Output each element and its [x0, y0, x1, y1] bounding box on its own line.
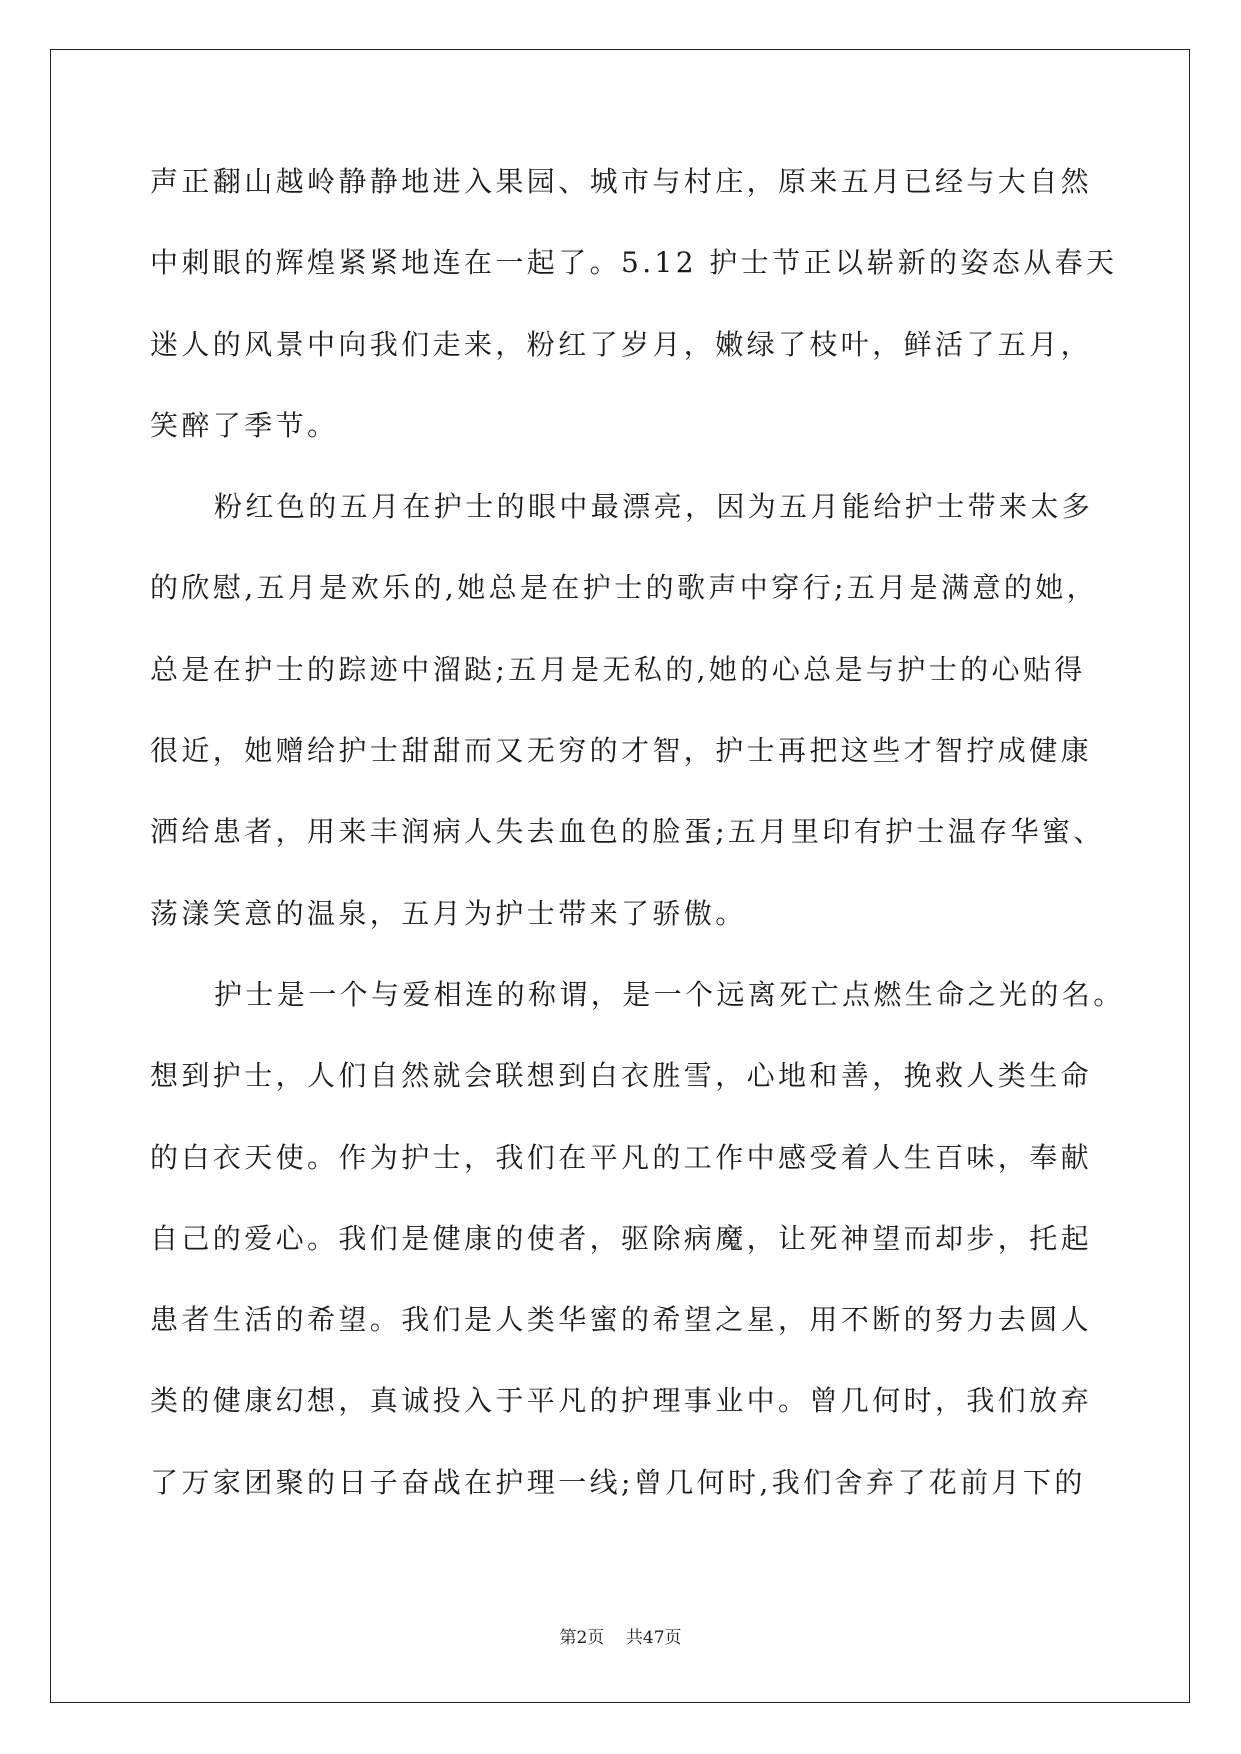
text-line: 的白衣天使。作为护士，我们在平凡的工作中感受着人生百味，奉献 — [150, 1140, 1093, 1174]
text-line: 的欣慰,五月是欢乐的,她总是在护士的歌声中穿行;五月是满意的她， — [150, 571, 1099, 605]
text-line: 类的健康幻想，真诚投入于平凡的护理事业中。曾几何时，我们放弃 — [150, 1384, 1093, 1418]
text-line: 很近，她赠给护士甜甜而又无穷的才智，护士再把这些才智拧成健康 — [150, 734, 1093, 768]
text-line: 自己的爱心。我们是健康的使者，驱除病魔，让死神望而却步，托起 — [150, 1221, 1093, 1255]
document-body — [150, 162, 1125, 1544]
text-line: 了万家团聚的日子奋战在护理一线;曾几何时,我们舍弃了花前月下的 — [150, 1465, 1086, 1499]
paragraph-first-line: 粉红色的五月在护士的眼中最漂亮，因为五月能给护士带来太多 — [214, 490, 1094, 524]
text-line: 患者生活的希望。我们是人类华蜜的希望之星，用不断的努力去圆人 — [150, 1303, 1093, 1337]
text-line: 中刺眼的辉煌紧紧地连在一起了。5.12 护士节正以崭新的姿态从春天 — [150, 246, 1118, 280]
page-number-footer: 第2页 共47页 — [559, 1628, 682, 1648]
text-line: 迷人的风景中向我们走来，粉红了岁月，嫩绿了枝叶，鲜活了五月， — [150, 327, 1093, 361]
text-line: 想到护士，人们自然就会联想到白衣胜雪，心地和善，挽救人类生命 — [150, 1059, 1093, 1093]
text-line: 笑醉了季节。 — [150, 408, 339, 442]
text-line: 荡漾笑意的温泉，五月为护士带来了骄傲。 — [150, 896, 747, 930]
text-line: 声正翻山越岭静静地进入果园、城市与村庄，原来五月已经与大自然 — [150, 165, 1093, 198]
text-line: 洒给患者，用来丰润病人失去血色的脸蛋;五月里印有护士温存华蜜、 — [150, 815, 1105, 849]
text-line: 总是在护士的踪迹中溜跶;五月是无私的,她的心总是与护士的心贴得 — [150, 652, 1086, 686]
paragraph-first-line: 护士是一个与爱相连的称谓，是一个远离死亡点燃生命之光的名。 — [214, 977, 1125, 1011]
